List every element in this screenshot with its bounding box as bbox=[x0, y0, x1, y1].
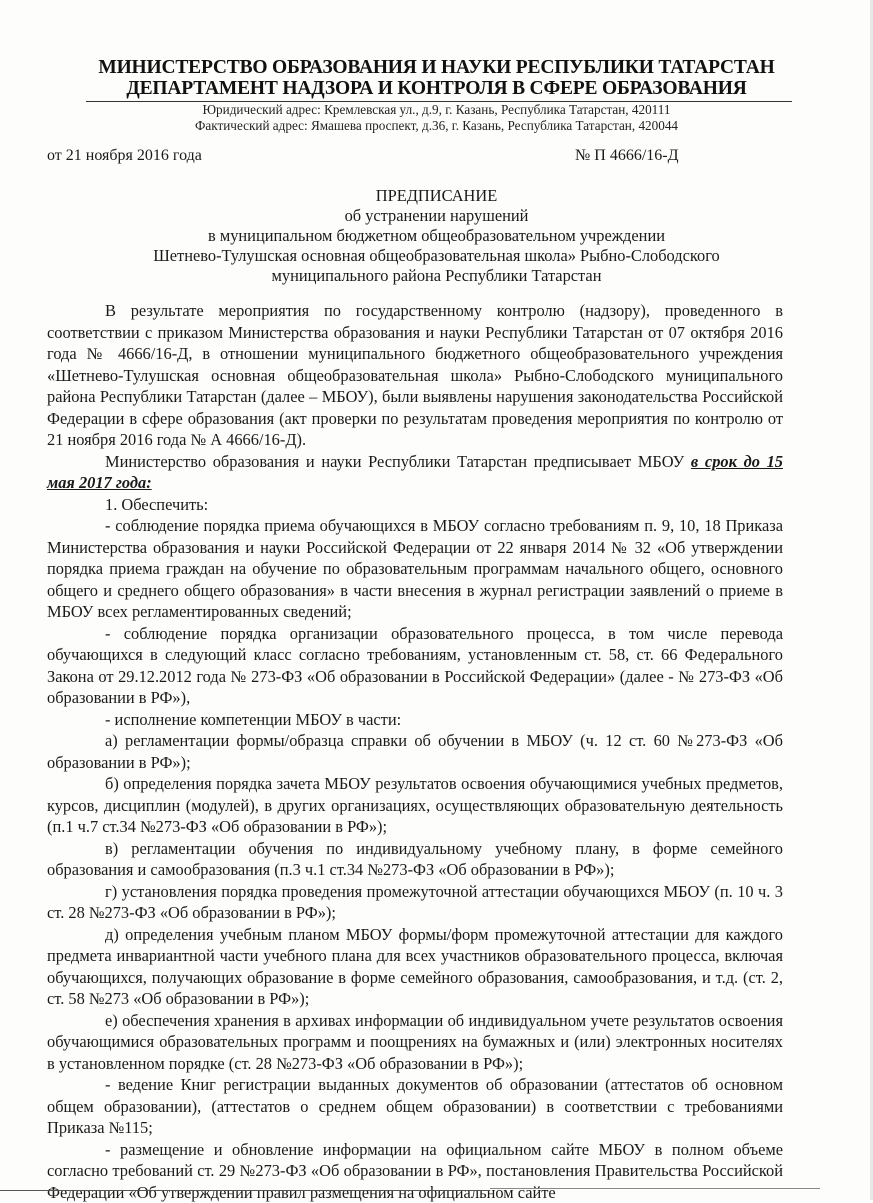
list-item: - исполнение компетенции МБОУ в части: bbox=[47, 709, 783, 731]
order-text: Министерство образования и науки Республики Татарстан предписывает МБОУ bbox=[105, 452, 691, 471]
list-item: г) установления порядка проведения промежуточной аттестации обучающихся МБОУ (п. 10 ч. 3 ст. 28 №273-ФЗ «Об образовании в РФ»); bbox=[47, 881, 783, 924]
document-heading: ПРЕДПИСАНИЕ bbox=[0, 186, 873, 206]
department-title: ДЕПАРТАМЕНТ НАДЗОРА И КОНТРОЛЯ В СФЕРЕ ОБРАЗОВАНИЯ bbox=[0, 78, 873, 100]
legal-address: Юридический адрес: Кремлевская ул., д.9, г. Казань, Республика Татарстан, 420111 bbox=[0, 102, 873, 118]
document-body bbox=[47, 300, 783, 1203]
actual-address: Фактический адрес: Ямашева проспект, д.36, г. Казань, Республика Татарстан, 420044 bbox=[0, 118, 873, 134]
order-paragraph bbox=[47, 451, 783, 494]
list-item: - соблюдение порядка организации образовательного процесса, в том числе перевода обучающихся в следующий класс согласно требованиям, установленным ст. 58, ст. 66 Федерального Закона от 29.12.2012 года № 273-ФЗ «Об образовании в Российской Федерации» (далее - № 273-ФЗ «Об образовании в РФ»), bbox=[47, 623, 783, 709]
list-item: - соблюдение порядка приема обучающихся в МБОУ согласно требованиям п. 9, 10, 18 Приказа Министерства образования и науки Российской Федерации от 22 января 2014 № 32 «Об утверждении порядка приема граждан на обучение по образовательным программам начального общего, основного общего и среднего общего образования» в части внесения в журнал регистрации заявлений о приеме в МБОУ всех регламентированных сведений; bbox=[47, 515, 783, 623]
intro-paragraph: В результате мероприятия по государственному контролю (надзору), проведенного в соответствии с приказом Министерства образования и науки Республики Татарстан от 07 октября 2016 года № 4666/16-Д, в отношении муниципального бюджетного общеобразовательного учреждения «Шетнево-Тулушская основная общеобразовательная школа» Рыбно-Слободского муниципального района Республики Татарстан (далее – МБОУ), были выявлены нарушения законодательства Российской Федерации в сфере образования (акт проверки по результатам проведения мероприятия по контролю от 21 ноября 2016 года № А 4666/16-Д). bbox=[47, 300, 783, 451]
document-date: от 21 ноября 2016 года bbox=[47, 147, 202, 165]
document-subtitle-2: в муниципальном бюджетном общеобразовательном учреждении bbox=[0, 226, 873, 246]
document-subtitle-3: Шетнево-Тулушская основная общеобразовательная школа» Рыбно-Слободского bbox=[0, 246, 873, 266]
list-item: б) определения порядка зачета МБОУ результатов освоения обучающимися учебных предметов, курсов, дисциплин (модулей), в других организациях, осуществляющих образовательную деятельность (п.1 ч.7 ст.34 №273-ФЗ «Об образовании в РФ»); bbox=[47, 773, 783, 838]
scan-edge-line bbox=[490, 1188, 820, 1189]
scan-edge-line bbox=[0, 1190, 490, 1191]
list-item: - ведение Книг регистрации выданных документов об образовании (аттестатов об основном общем образовании), (аттестатов о среднем общем образовании) в соответствии с требованиями Приказа №115; bbox=[47, 1074, 783, 1139]
list-item: д) определения учебным планом МБОУ формы/форм промежуточной аттестации для каждого предмета инвариантной части учебного плана для всех участников образовательного процесса, включая обучающихся, получающих образование в форме семейного образования, самообразования, и т.д. (ст. 2, ст. 58 №273 «Об образовании в РФ»); bbox=[47, 924, 783, 1010]
list-item: а) регламентации формы/образца справки об обучении в МБОУ (ч. 12 ст. 60 №273-ФЗ «Об образовании в РФ»); bbox=[47, 730, 783, 773]
list-item: е) обеспечения хранения в архивах информации об индивидуальном учете результатов освоения обучающимися образовательных программ и поощрениях на бумажных и (или) электронных носителях в установленном порядке (ст. 28 №273-ФЗ «Об образовании в РФ»); bbox=[47, 1010, 783, 1075]
item-1-heading: 1. Обеспечить: bbox=[47, 494, 783, 516]
document-number: № П 4666/16-Д bbox=[575, 147, 679, 165]
document-subtitle-4: муниципального района Республики Татарстан bbox=[0, 266, 873, 286]
document-subtitle-1: об устранении нарушений bbox=[0, 206, 873, 226]
list-item: в) регламентации обучения по индивидуальному учебному плану, в форме семейного образования и самообразования (п.3 ч.1 ст.34 №273-ФЗ «Об образовании в РФ»); bbox=[47, 838, 783, 881]
order-deadline: в срок до 15 мая 2017 года: bbox=[47, 452, 783, 493]
ministry-title: МИНИСТЕРСТВО ОБРАЗОВАНИЯ И НАУКИ РЕСПУБЛИКИ ТАТАРСТАН bbox=[0, 57, 873, 79]
list-item: - размещение и обновление информации на официальном сайте МБОУ в полном объеме согласно требований ст. 29 №273-ФЗ «Об образовании в РФ», постановления Правительства Российской Федерации «Об утверждении правил размещения на официальном сайте bbox=[47, 1139, 783, 1203]
